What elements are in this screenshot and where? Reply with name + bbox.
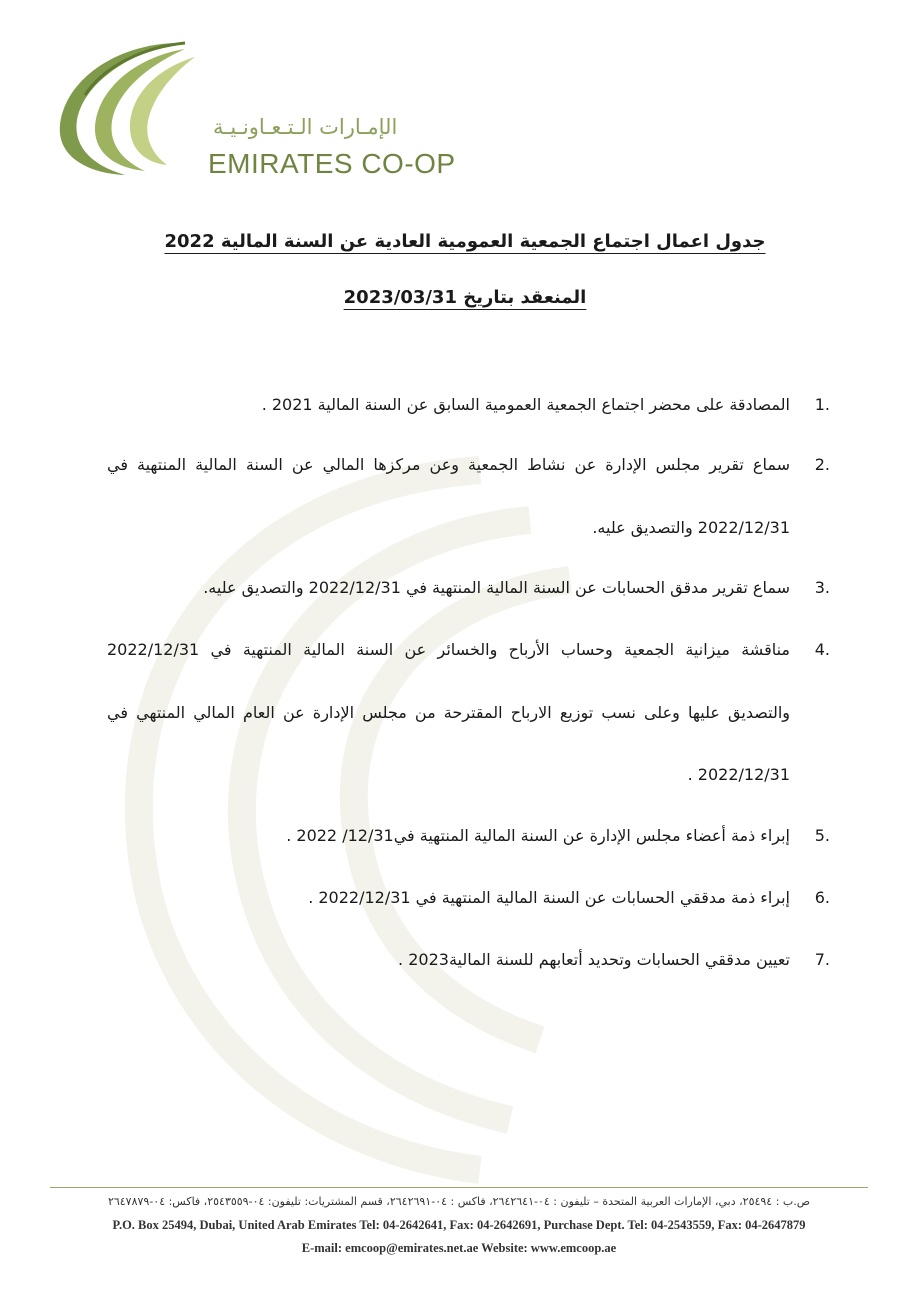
agenda-text: تعيين مدققي الحسابات وتحديد أتعابهم للسنة المالية2023 . xyxy=(398,950,790,969)
agenda-text: والتصديق عليها وعلى نسب توزيع الارباح المقترحة من مجلس الإدارة عن العام المالي المنتهي في xyxy=(107,703,790,722)
agenda-text: سماع تقرير مجلس الإدارة عن نشاط الجمعية وعن مركزها المالي عن السنة المالية المنتهية في xyxy=(107,455,790,474)
logo-swoosh-icon xyxy=(45,35,215,180)
agenda-text: 2022/12/31 . xyxy=(687,765,790,784)
meeting-date-title: المنعقد بتاريخ 2023/03/31 xyxy=(343,287,587,308)
document-title: جدول اعمال اجتماع الجمعية العمومية العادية عن السنة المالية 2022 xyxy=(164,231,766,252)
agenda-number: .4 xyxy=(814,640,830,659)
agenda-text: مناقشة ميزانية الجمعية وحساب الأرباح والخسائر عن السنة المالية المنتهية في 2022/12/31 xyxy=(107,640,790,659)
agenda-number: .5 xyxy=(814,826,830,845)
logo-arabic-text: الإمـارات الـتـعـاونـيـة xyxy=(213,115,398,139)
footer-english-contact: P.O. Box 25494, Dubai, United Arab Emirates Tel: 04-2642641, Fax: 04-2642691, Purchase Dept. Tel: 04-2543559, Fax: 04-2647879 xyxy=(112,1218,806,1232)
agenda-text: إبراء ذمة مدققي الحسابات عن السنة المالية المنتهية في 2022/12/31 . xyxy=(308,888,790,907)
footer-email-website: E-mail: emcoop@emirates.net.ae Website: www.emcoop.ae xyxy=(301,1241,617,1255)
agenda-number: .6 xyxy=(814,888,830,907)
agenda-number: .1 xyxy=(814,395,830,414)
agenda-text: المصادقة على محضر اجتماع الجمعية العمومية السابق عن السنة المالية 2021 . xyxy=(261,395,790,414)
agenda-number: .3 xyxy=(814,578,830,597)
agenda-text: سماع تقرير مدقق الحسابات عن السنة المالية المنتهية في 2022/12/31 والتصديق عليه. xyxy=(203,578,790,597)
watermark-logo xyxy=(60,430,860,1190)
logo-english-text: EMIRATES CO-OP xyxy=(208,148,456,179)
agenda-text: إبراء ذمة أعضاء مجلس الإدارة عن السنة المالية المنتهية في12/31/ 2022 . xyxy=(286,826,790,845)
emirates-coop-logo xyxy=(45,35,456,180)
agenda-number: .7 xyxy=(814,950,830,969)
footer-arabic-contact: ص.ب : ٢٥٤٩٤، دبي، الإمارات العربية المتحدة – تليفون : ٠٤-٢٦٤٢٦٤١، فاكس : ٠٤-٢٦٤٢٦٩١، قسم المشتريات: تليفون: ٠٤-٢٥٤٣٥٥٩، فاكس: ٠٤-٢٦٤٧٨٧٩ xyxy=(107,1195,811,1208)
footer-rule xyxy=(50,1187,868,1188)
agenda-number: .2 xyxy=(814,455,830,474)
agenda-text: 2022/12/31 والتصديق عليه. xyxy=(592,518,790,537)
